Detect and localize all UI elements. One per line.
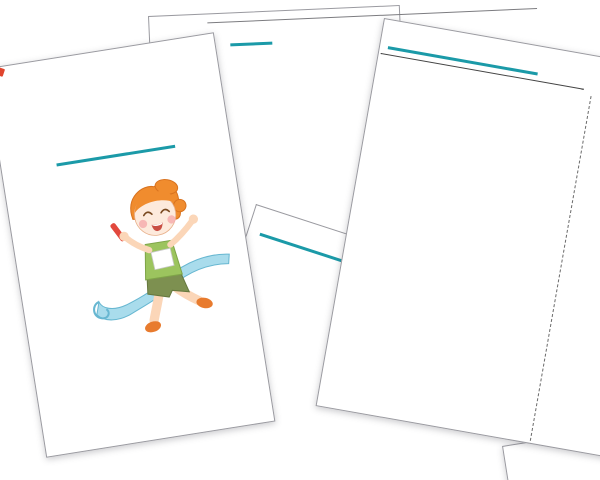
cut-column-label: [546, 265, 567, 383]
cut-line-dashed: [530, 96, 592, 441]
tasks-table: [381, 53, 584, 90]
cover-title-line2: [0, 99, 223, 135]
tasks-title-underline: [388, 46, 538, 75]
girl-runner-illustration: [71, 169, 250, 356]
answers-header-underline: [230, 42, 272, 46]
cover-title-underline: [56, 145, 175, 167]
cover-title-line1: [0, 97, 223, 133]
answers-top-rule: [207, 8, 537, 23]
